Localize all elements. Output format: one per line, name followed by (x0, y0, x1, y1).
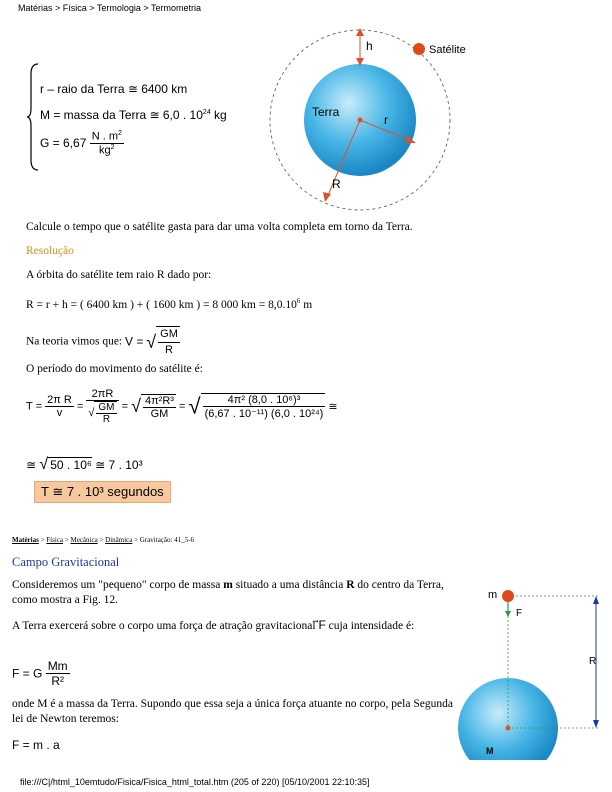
F-equation: F = G $\frac{Mm}{\text{R²}}$ (12, 659, 68, 688)
paragraph-2: A Terra exercerá sobre o corpo uma força de atração gravitacional F cuja intensidade é: (12, 618, 415, 632)
h-label: h (366, 39, 373, 53)
R-label: R (332, 177, 341, 191)
given-data-block (26, 62, 251, 172)
paragraph-3: onde M é a massa da Terra. Supondo que essa seja a única força atuante no corpo, pela Segunda lei de Newton teremos: (12, 698, 453, 725)
M-label: M (486, 746, 494, 756)
T-formula: T = $\frac{\text{2π R}}{v}$ = 2πR √ $\frac{GM}{R}$ = √ $\frac{\text{4π²R³}}{GM}$ = √ $\frac{\text{4π² (8,0 . 10⁶)³}}{\text{(6,67 . 10⁻¹¹) (6,0 . 10²⁴)}}$ ≅ (26, 388, 338, 425)
campo-heading: Campo Gravitacional (12, 555, 120, 569)
earth-sphere-2 (458, 678, 558, 760)
mass-dot (502, 590, 514, 602)
earth-center (358, 118, 363, 123)
orbit-text: A órbita do satélite tem raio R dado por: (26, 269, 212, 281)
earth-satellite-figure (266, 24, 466, 214)
R-equation: R = r + h = ( 6400 km ) + ( 1600 km ) = 8 000 km = $8,0.10^6$ m (26, 297, 313, 311)
R-label-2: R (589, 656, 597, 667)
approx-line: ≅ √ 50 . 10⁶ ≅ 7 . 10³ (26, 456, 143, 473)
newton-equation: F = m . a (12, 738, 60, 752)
satellite-label: Satélite (429, 44, 466, 56)
gravity-figure (456, 584, 606, 760)
m-label: m (488, 589, 498, 601)
given-M: M = massa da Terra ≅ 6,0 . $10^{24}$ kg (40, 108, 227, 122)
question-text: Calcule o tempo que o satélite gasta para dar uma volta completa em torno da Terra. (26, 221, 413, 233)
breadcrumb-bottom: Matérias > Física > Mecânica > Dinâmica > Gravitação: 41_5-6 (12, 536, 195, 544)
final-answer: T ≅ 7 . 10³ segundos (34, 481, 171, 503)
satellite-dot (413, 43, 425, 55)
F-label: F (516, 608, 523, 619)
crumb-materias-link[interactable]: Matérias (12, 536, 39, 544)
footer-path: file:///C|/html_10emtudo/Fisica/Fisica_html_total.htm (205 of 220) [05/10/2001 22:10:35] (20, 777, 370, 787)
given-G: G = 6,67 $\frac{N . m^2}{kg^2}$ (40, 130, 122, 157)
given-r: r – raio da Terra ≅ 6400 km (40, 82, 188, 96)
breadcrumb-top: Matérias > Física > Termologia > Termometria (18, 3, 201, 13)
period-text: O período do movimento do satélite é: (26, 363, 203, 375)
crumb-dinamica-link[interactable]: Dinâmica (105, 536, 133, 544)
earth-label: Terra (312, 105, 340, 119)
crumb-mecanica-link[interactable]: Mecânica (70, 536, 98, 544)
resolucao-heading: Resolução (26, 245, 74, 257)
theory-line: Na teoria vimos que: V = √ $\frac{GM}{R}$ (26, 328, 178, 356)
paragraph-1: Consideremos um "pequeno" corpo de massa m situado a uma distância R do centro da Terra, como mostra a Fig. 12. (12, 579, 444, 606)
curly-brace-icon (26, 62, 40, 172)
crumb-fisica-link[interactable]: Física (46, 536, 64, 544)
r-label: r (384, 113, 388, 127)
